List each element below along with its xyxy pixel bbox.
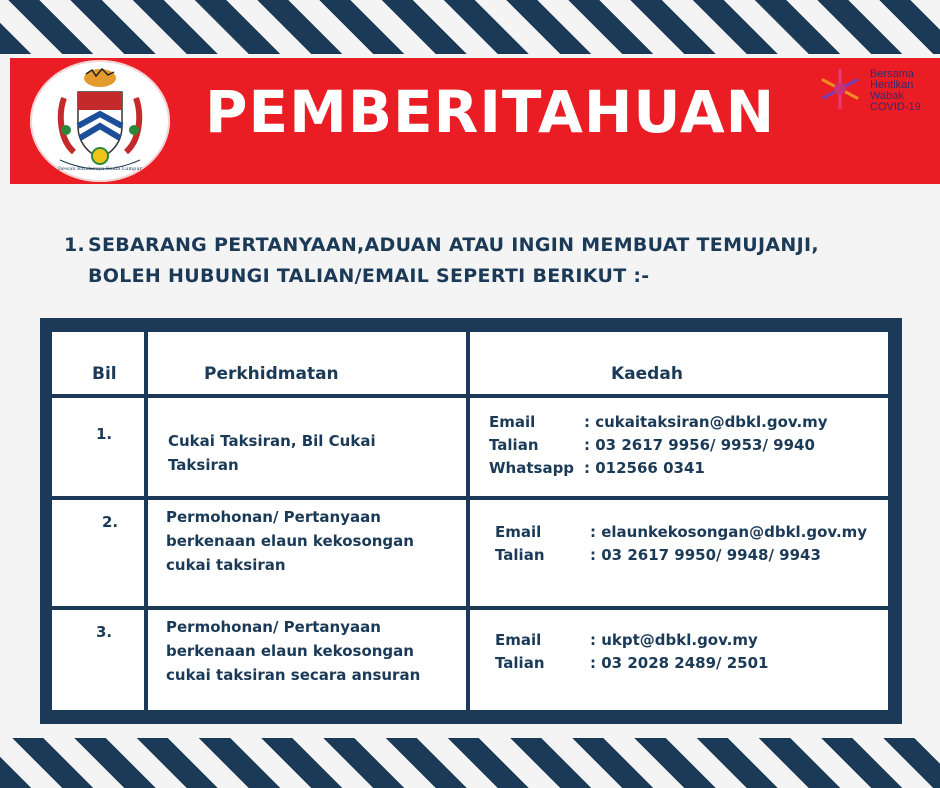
row-3-bil: 3. [96, 623, 113, 641]
header-bil: Bil [92, 364, 117, 384]
notice-line-2: BOLEH HUBUNGI TALIAN/EMAIL SEPERTI BERIKUT :- [88, 265, 650, 287]
header-cell-method [470, 332, 888, 394]
covid-campaign-text: Bersama Hentikan Wabak COVID-19 [870, 68, 921, 113]
covid-campaign-logo [815, 66, 940, 116]
row-3-bil-cell [52, 610, 144, 710]
contact-email[interactable]: : elaunkekosongan@dbkl.gov.my [590, 523, 868, 541]
contact-phone: : 03 2617 9950/ 9948/ 9943 [590, 546, 821, 564]
row-3-service-line: Permohonan/ Pertanyaan [166, 618, 381, 636]
contact-whatsapp: : 012566 0341 [584, 459, 705, 477]
contact-label: Talian [495, 654, 545, 672]
header-method: Kaedah [611, 364, 683, 384]
header-cell-bil [52, 332, 144, 394]
row-1-service-line: Cukai Taksiran, Bil Cukai [168, 432, 376, 450]
row-2-service-cell [148, 500, 466, 606]
row-2-method-cell [470, 500, 888, 606]
row-1-service-line: Taksiran [168, 456, 239, 474]
svg-text:Dewan Bandaraya Kuala Lumpur: Dewan Bandaraya Kuala Lumpur [58, 166, 142, 172]
contact-email[interactable]: : ukpt@dbkl.gov.my [590, 631, 758, 649]
row-3-method-cell [470, 610, 888, 710]
contact-label: Talian [495, 546, 545, 564]
row-2-service-line: cukai taksiran [166, 556, 286, 574]
row-2-service-line: Permohonan/ Pertanyaan [166, 508, 381, 526]
row-3-service-line: berkenaan elaun kekosongan [166, 642, 414, 660]
contact-label: Email [495, 523, 542, 541]
row-1-bil: 1. [96, 425, 113, 443]
row-2-bil: 2. [102, 513, 119, 531]
notice-number: 1. [64, 234, 86, 256]
contact-label: Talian [489, 436, 539, 454]
row-1-service-cell [148, 398, 466, 496]
contact-label: Email [495, 631, 542, 649]
header-service: Perkhidmatan [204, 364, 339, 384]
contact-phone: : 03 2028 2489/ 2501 [590, 654, 769, 672]
dbkl-crest-logo [30, 60, 170, 182]
covid-emblem-icon [815, 66, 865, 112]
contact-phone: : 03 2617 9956/ 9953/ 9940 [584, 436, 815, 454]
top-stripe-border [0, 0, 940, 54]
row-2-bil-cell [52, 500, 144, 606]
row-2-service-line: berkenaan elaun kekosongan [166, 532, 414, 550]
contact-email[interactable]: : cukaitaksiran@dbkl.gov.my [584, 413, 828, 431]
header-cell-service [148, 332, 466, 394]
contact-label: Email [489, 413, 536, 431]
notice-line-1: SEBARANG PERTANYAAN,ADUAN ATAU INGIN MEMBUAT TEMUJANJI, [88, 234, 819, 256]
banner-title: PEMBERITAHUAN [205, 78, 776, 146]
contact-label: Whatsapp [489, 459, 575, 477]
row-1-bil-cell [52, 398, 144, 496]
bottom-stripe-border [0, 738, 940, 788]
contact-table [40, 318, 902, 724]
row-3-service-line: cukai taksiran secara ansuran [166, 666, 421, 684]
notice-heading [64, 230, 924, 292]
crest-emblem-icon [30, 60, 170, 182]
row-3-service-cell [148, 610, 466, 710]
row-1-method-cell [470, 398, 888, 496]
header-banner [10, 58, 940, 184]
